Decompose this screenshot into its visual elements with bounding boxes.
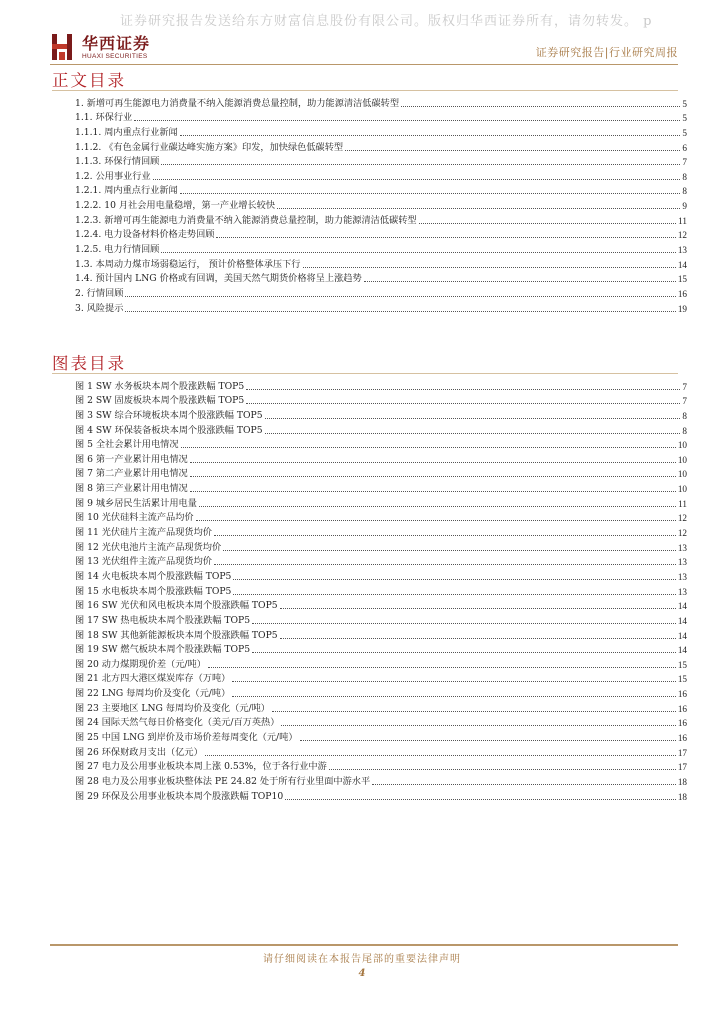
figure-entry-text: 图 4 SW 环保装备板块本周个股涨跌幅 TOP5: [75, 424, 263, 436]
dot-leader: [180, 135, 681, 136]
footer-disclaimer: 请仔细阅读在本报告尾部的重要法律声明: [263, 954, 461, 965]
figure-entry[interactable]: [75, 451, 687, 466]
dot-leader: [205, 755, 676, 756]
figure-entry-text: 图 24 国际天然气每日价格变化（美元/百万英热）: [75, 717, 280, 729]
dot-leader: [216, 237, 675, 238]
figures-title: 图表目录: [52, 354, 126, 373]
figure-entry-text: 图 22 LNG 每周均价及变化（元/吨）: [75, 688, 231, 700]
toc-entry-text: 1.2.4. 电力设备材料价格走势回顾: [75, 229, 215, 241]
figure-entry-text: 图 8 第三产业累计用电情况: [75, 483, 188, 495]
toc-entry[interactable]: [75, 227, 687, 242]
figure-entry-text: 图 25 中国 LNG 到岸价及市场价差每周变化（元/吨）: [75, 732, 298, 744]
toc-entry-page: 5: [682, 113, 687, 124]
dot-leader: [208, 667, 676, 668]
figure-entry-text: 图 20 动力煤期现价差（元/吨）: [75, 658, 206, 670]
figure-entry-text: 图 23 主要地区 LNG 每周均价及变化（元/吨）: [75, 702, 270, 714]
dot-leader: [125, 296, 675, 297]
toc-entry-page: 6: [682, 142, 687, 153]
dot-leader: [214, 535, 676, 536]
toc-entry[interactable]: [75, 212, 687, 227]
dot-leader: [233, 594, 675, 595]
figure-entry[interactable]: [75, 524, 687, 539]
figure-entry-page: 16: [677, 689, 687, 700]
toc-entry-text: 3. 风险提示: [75, 302, 124, 314]
toc-entry-page: 12: [677, 230, 687, 241]
figure-entry-text: 图 18 SW 其他新能源板块本周个股涨跌幅 TOP5: [75, 629, 278, 641]
dot-leader: [265, 418, 681, 419]
figure-entry-page: 13: [677, 571, 687, 582]
toc-entry-text: 1.1.2. 《有色金属行业碳达峰实施方案》印发，加快绿色低碳转型: [75, 141, 344, 153]
toc-entry-page: 5: [682, 98, 687, 109]
figure-entry[interactable]: [75, 715, 687, 730]
dot-leader: [190, 491, 676, 492]
huaxi-logo-icon: [50, 32, 76, 62]
dot-leader: [181, 447, 676, 448]
dot-leader: [190, 462, 676, 463]
toc-entry[interactable]: [75, 124, 687, 139]
brand-logo: [50, 32, 150, 62]
figure-entry[interactable]: [75, 437, 687, 452]
figure-entry-text: 图 11 光伏硅片主流产品现货均价: [75, 527, 212, 539]
toc-entry-page: 15: [677, 274, 687, 285]
figure-entry-page: 14: [677, 601, 687, 612]
figure-entry-text: 图 21 北方四大港区煤炭库存（万吨）: [75, 673, 231, 685]
dot-leader: [401, 106, 680, 107]
figure-entry-page: 8: [682, 410, 687, 421]
figure-entry-page: 10: [677, 484, 687, 495]
figure-entry-text: 图 17 SW 热电板块本周个股涨跌幅 TOP5: [75, 614, 251, 626]
figure-entry[interactable]: [75, 671, 687, 686]
toc-entry[interactable]: [75, 285, 687, 300]
figure-entry-text: 图 13 光伏组件主流产品现货均价: [75, 556, 212, 568]
toc-entry[interactable]: [75, 300, 687, 315]
figure-entry[interactable]: [75, 656, 687, 671]
toc-entry[interactable]: [75, 154, 687, 169]
figures-title-divider: [52, 373, 678, 374]
dot-leader: [252, 623, 676, 624]
figure-entry[interactable]: [75, 700, 687, 715]
toc-entry-page: 5: [682, 127, 687, 138]
dot-leader: [285, 799, 676, 800]
figure-entry-text: 图 7 第二产业累计用电情况: [75, 468, 188, 480]
dot-leader: [280, 638, 676, 639]
figure-entry[interactable]: [75, 554, 687, 569]
toc-entry[interactable]: [75, 139, 687, 154]
figure-entry-text: 图 5 全社会累计用电情况: [75, 439, 179, 451]
figure-entry-page: 14: [677, 645, 687, 656]
figure-entry-text: 图 1 SW 水务板块本周个股涨跌幅 TOP5: [75, 380, 245, 392]
dot-leader: [364, 281, 676, 282]
toc-entry-text: 1.1. 环保行业: [75, 112, 133, 124]
dot-leader: [223, 550, 676, 551]
dot-leader: [180, 193, 681, 194]
toc-entry-page: 7: [682, 157, 687, 168]
toc-entry-text: 1.1.1. 周内重点行业新闻: [75, 126, 178, 138]
figure-entry-text: 图 28 电力及公用事业板块整体法 PE 24.82 处于所有行业里面中游水平: [75, 775, 371, 787]
toc-entry-page: 8: [682, 186, 687, 197]
figure-entry-page: 18: [677, 776, 687, 787]
figure-entry-page: 17: [677, 762, 687, 773]
dot-leader: [303, 267, 676, 268]
figure-entry-page: 13: [677, 557, 687, 568]
dot-leader: [232, 681, 675, 682]
figure-entry-page: 14: [677, 630, 687, 641]
brand-name-cn: 华西证券: [82, 33, 151, 53]
dot-leader: [419, 223, 677, 224]
figure-entry[interactable]: [75, 378, 687, 393]
dot-leader: [252, 652, 676, 653]
figure-entry-text: 图 14 火电板块本周个股涨跌幅 TOP5: [75, 570, 232, 582]
figure-entry[interactable]: [75, 495, 687, 510]
figure-entry[interactable]: [75, 422, 687, 437]
dot-leader: [232, 696, 676, 697]
figure-entry-page: 16: [677, 703, 687, 714]
figure-entry[interactable]: [75, 759, 687, 774]
figure-entry-page: 14: [677, 615, 687, 626]
watermark-text: 证券研究报告发送给东方财富信息股份有限公司。版权归华西证券所有，请勿转发。 p: [120, 14, 653, 29]
dot-leader: [199, 506, 676, 507]
footer-divider: [50, 944, 678, 946]
toc-entry-text: 1.2.2. 10 月社会用电量稳增，第一产业增长较快: [75, 200, 276, 212]
toc-entry-text: 1.4. 预计国内 LNG 价格或有回调，美国天然气期货价格将呈上涨趋势: [75, 273, 362, 285]
figure-entry[interactable]: [75, 627, 687, 642]
toc-entry-page: 14: [677, 259, 687, 270]
toc-entry-text: 1.2.1. 周内重点行业新闻: [75, 185, 178, 197]
toc-entry-page: 13: [677, 245, 687, 256]
dot-leader: [372, 784, 676, 785]
figure-entry[interactable]: [75, 729, 687, 744]
toc-entry[interactable]: [75, 110, 687, 125]
toc-entry-page: 16: [677, 288, 687, 299]
toc-entry-page: 8: [682, 171, 687, 182]
toc-entry-page: 11: [678, 215, 687, 226]
toc-title: 正文目录: [52, 71, 126, 90]
figure-entry[interactable]: [75, 583, 687, 598]
figure-entry-page: 16: [677, 718, 687, 729]
figure-entry-text: 图 2 SW 固废板块本周个股涨跌幅 TOP5: [75, 395, 245, 407]
report-type-label: 证券研究报告|行业研究周报: [535, 46, 678, 59]
figure-entry-page: 10: [677, 469, 687, 480]
figure-entry-page: 12: [677, 528, 687, 539]
figure-entry-page: 11: [678, 498, 687, 509]
dot-leader: [329, 769, 676, 770]
figure-entry-page: 8: [682, 425, 687, 436]
figure-entry-page: 7: [682, 381, 687, 392]
figure-entry-page: 13: [677, 586, 687, 597]
toc-entry-text: 1. 新增可再生能源电力消费量不纳入能源消费总量控制，助力能源清洁低碳转型: [75, 97, 400, 109]
toc-entry[interactable]: [75, 197, 687, 212]
toc-entry-page: 19: [677, 303, 687, 314]
toc-entry-page: 9: [682, 201, 687, 212]
toc-entry[interactable]: [75, 168, 687, 183]
dot-leader: [190, 476, 676, 477]
figure-entry-page: 12: [677, 513, 687, 524]
figure-entry-text: 图 10 光伏硅料主流产品均价: [75, 512, 194, 524]
dot-leader: [300, 740, 676, 741]
figure-entry[interactable]: [75, 393, 687, 408]
toc-entry[interactable]: [75, 256, 687, 271]
dot-leader: [265, 433, 681, 434]
toc-entry[interactable]: [75, 95, 687, 110]
figure-entry[interactable]: [75, 773, 687, 788]
figure-entry[interactable]: [75, 598, 687, 613]
figure-entry-page: 15: [677, 659, 687, 670]
figure-entry-page: 10: [677, 440, 687, 451]
dot-leader: [161, 164, 680, 165]
toc-entry-text: 1.1.3. 环保行情回顾: [75, 156, 160, 168]
dot-leader: [134, 120, 680, 121]
figure-entry[interactable]: [75, 539, 687, 554]
dot-leader: [161, 252, 675, 253]
figure-entry-page: 15: [677, 674, 687, 685]
figure-entry-text: 图 9 城乡居民生活累计用电量: [75, 497, 197, 509]
figure-entry[interactable]: [75, 642, 687, 657]
figure-entry-page: 13: [677, 542, 687, 553]
figure-entry-page: 17: [677, 747, 687, 758]
toc-entry-text: 1.2.5. 电力行情回顾: [75, 244, 160, 256]
figure-entry[interactable]: [75, 744, 687, 759]
dot-leader: [233, 579, 675, 580]
dot-leader: [345, 150, 680, 151]
figure-entry[interactable]: [75, 568, 687, 583]
figure-entry[interactable]: [75, 612, 687, 627]
dot-leader: [153, 179, 681, 180]
figure-entry[interactable]: [75, 510, 687, 525]
toc-entry-text: 1.2. 公用事业行业: [75, 170, 151, 182]
toc-list: [75, 95, 687, 315]
dot-leader: [246, 403, 680, 404]
dot-leader: [125, 311, 675, 312]
toc-entry-text: 1.3. 本周动力煤市场弱稳运行， 预计价格整体承压下行: [75, 258, 301, 270]
dot-leader: [280, 608, 676, 609]
brand-name-en: HUAXI SECURITIES: [82, 52, 148, 60]
toc-entry-text: 2. 行情回顾: [75, 287, 124, 299]
header-divider: [50, 64, 678, 65]
figure-entry-text: 图 3 SW 综合环境板块本周个股涨跌幅 TOP5: [75, 409, 263, 421]
figure-entry[interactable]: [75, 685, 687, 700]
figure-entry[interactable]: [75, 480, 687, 495]
toc-entry[interactable]: [75, 241, 687, 256]
figure-entry-text: 图 16 SW 光伏和风电板块本周个股涨跌幅 TOP5: [75, 600, 278, 612]
figure-entry-page: 18: [677, 791, 687, 802]
figure-entry-page: 16: [677, 733, 687, 744]
figure-entry[interactable]: [75, 407, 687, 422]
dot-leader: [246, 389, 680, 390]
dot-leader: [277, 208, 680, 209]
figure-entry-text: 图 19 SW 燃气板块本周个股涨跌幅 TOP5: [75, 644, 251, 656]
figure-entry-text: 图 29 环保及公用事业板块本周个股涨跌幅 TOP10: [75, 790, 284, 802]
figure-entry-text: 图 27 电力及公用事业板块本周上涨 0.53%，位于各行业中游: [75, 761, 327, 773]
toc-entry[interactable]: [75, 183, 687, 198]
figure-entry[interactable]: [75, 788, 687, 803]
dot-leader: [272, 711, 676, 712]
figure-entry-text: 图 15 水电板块本周个股涨跌幅 TOP5: [75, 585, 232, 597]
figure-entry-page: 10: [677, 454, 687, 465]
figure-entry[interactable]: [75, 466, 687, 481]
page-number: 4: [358, 968, 366, 979]
figures-list: [75, 378, 687, 803]
figure-entry-text: 图 6 第一产业累计用电情况: [75, 453, 188, 465]
figure-entry-page: 7: [682, 396, 687, 407]
figure-entry-text: 图 26 环保财政月支出（亿元）: [75, 746, 203, 758]
dot-leader: [214, 564, 676, 565]
toc-entry[interactable]: [75, 271, 687, 286]
figure-entry-text: 图 12 光伏电池片主流产品现货均价: [75, 541, 222, 553]
toc-entry-text: 1.2.3. 新增可再生能源电力消费量不纳入能源消费总量控制，助力能源清洁低碳转型: [75, 214, 417, 226]
toc-title-divider: [52, 90, 678, 91]
dot-leader: [281, 725, 675, 726]
dot-leader: [196, 520, 676, 521]
